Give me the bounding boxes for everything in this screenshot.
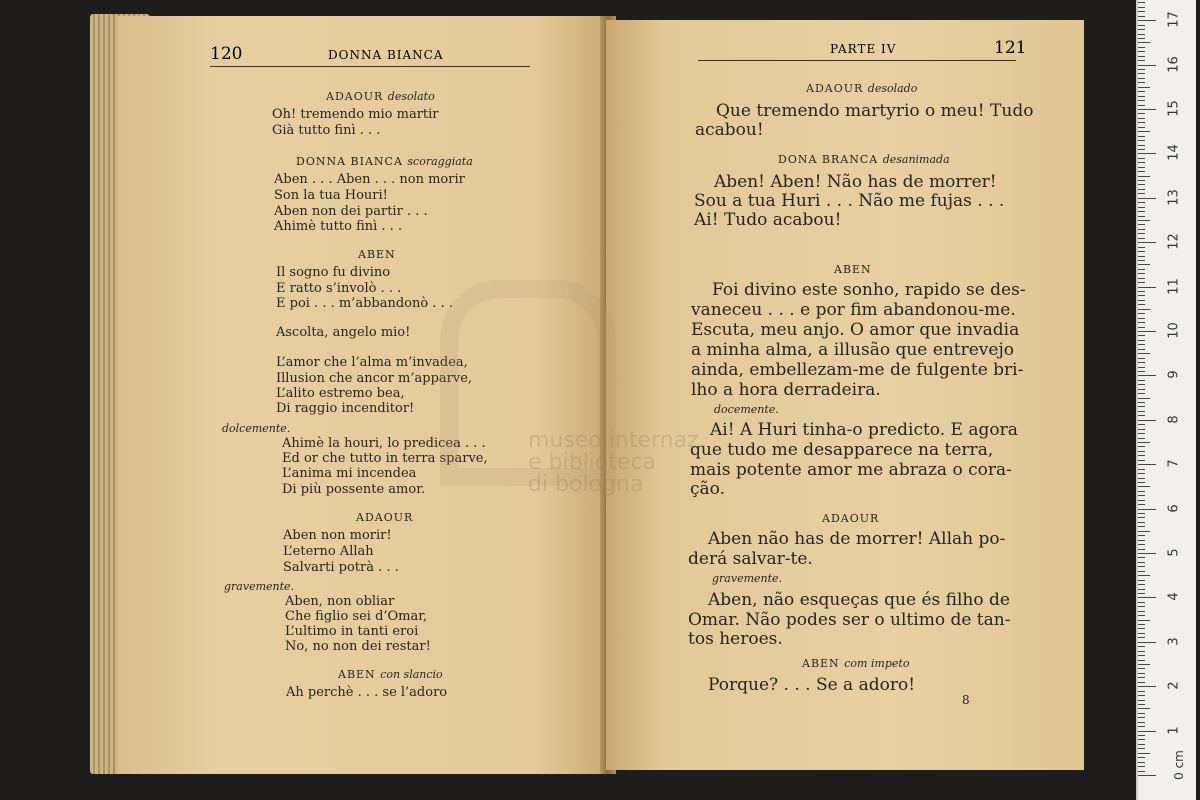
verse-line: L’alito estremo bea,: [276, 386, 405, 401]
ruler-tick: [1138, 371, 1145, 372]
ruler-tick: [1138, 744, 1145, 745]
verse-line: Oh! tremendo mio martir: [272, 107, 439, 122]
verse-line: L’amor che l’alma m’invadea,: [276, 355, 468, 370]
speaker-label: ADAOUR: [356, 511, 414, 524]
left-running-head: DONNA BIANCA: [328, 48, 444, 62]
verse-line: Illusion che ancor m’apparve,: [276, 371, 473, 386]
ruler-tick: [1138, 748, 1145, 749]
ruler-tick: [1138, 708, 1150, 709]
ruler-tick: [1138, 584, 1145, 585]
ruler-tick: [1138, 624, 1145, 625]
ruler-tick: [1138, 145, 1145, 146]
ruler-tick: [1138, 34, 1145, 35]
speaker-label: ABEN com impeto: [802, 657, 910, 670]
stage-direction: docemente.: [714, 403, 779, 416]
stage-direction: gravemente.: [224, 580, 295, 593]
verse-line: Di raggio incenditor!: [276, 401, 415, 416]
ruler-tick: [1138, 242, 1156, 243]
prose-line: mais potente amor me abraza o cora-: [690, 460, 1012, 480]
ruler-tick: [1138, 38, 1145, 39]
ruler-tick: [1138, 424, 1145, 425]
ruler-tick: [1138, 615, 1145, 616]
ruler-tick: [1138, 282, 1145, 283]
ruler-tick: [1138, 11, 1145, 12]
verse-line: Il sogno fu divino: [276, 265, 391, 280]
speaker-label: ADAOUR desolato: [326, 90, 435, 103]
ruler-tick: [1138, 69, 1145, 70]
ruler-tick: [1138, 531, 1150, 532]
ruler-tick: [1138, 446, 1145, 447]
ruler-tick: [1138, 358, 1145, 359]
ruler-tick: [1138, 398, 1150, 399]
prose-line: a minha alma, a illusão que entrevejo: [691, 340, 1014, 360]
left-page-number: 120: [210, 44, 243, 64]
watermark-text: museo internaz. e biblioteca di bologna: [528, 428, 706, 497]
ruler-tick: [1138, 118, 1145, 119]
ruler-number: 9: [1166, 370, 1182, 380]
speaker-label: DONA BRANCA desanimada: [778, 153, 950, 166]
verse-line: Ahimè la houri, lo predicea . . .: [282, 436, 486, 451]
ruler-tick: [1138, 580, 1145, 581]
ruler-tick: [1138, 620, 1150, 621]
signature-mark: 8: [962, 693, 970, 707]
verse-line: Ahimè tutto finì . . .: [274, 219, 403, 234]
ruler-tick: [1138, 229, 1145, 230]
ruler-tick: [1138, 238, 1145, 239]
prose-line: derá salvar-te.: [688, 549, 813, 569]
speaker-label: ADAOUR: [822, 512, 880, 525]
ruler-tick: [1138, 526, 1145, 527]
ruler-tick: [1138, 211, 1145, 212]
speaker-label: ABEN: [834, 263, 872, 276]
ruler-number: 7: [1166, 459, 1182, 468]
ruler-number: 12: [1166, 233, 1182, 250]
ruler-tick: [1138, 149, 1145, 150]
ruler-tick: [1138, 313, 1145, 314]
ruler-tick: [1138, 127, 1145, 128]
verse-line: No, no non dei restar!: [285, 639, 431, 654]
ruler-tick: [1138, 224, 1145, 225]
verse-line: Aben, non obliar: [285, 594, 395, 609]
ruler-tick: [1138, 380, 1145, 381]
ruler-tick: [1138, 682, 1145, 683]
ruler-tick: [1138, 73, 1145, 74]
ruler-tick: [1138, 375, 1156, 376]
verse-line: E poi . . . m’abbandonò . . .: [276, 296, 453, 311]
ruler-number: 16: [1166, 55, 1182, 73]
ruler-tick: [1138, 29, 1145, 30]
speaker-label: ABEN con slancio: [338, 668, 443, 681]
ruler-tick: [1138, 460, 1145, 461]
ruler-tick: [1138, 589, 1145, 590]
ruler-tick: [1138, 433, 1145, 434]
ruler-tick: [1138, 25, 1145, 26]
ruler-tick: [1138, 384, 1145, 385]
ruler-tick: [1138, 642, 1156, 643]
ruler-tick: [1138, 47, 1145, 48]
ruler-tick: [1138, 451, 1145, 452]
ruler-tick: [1138, 464, 1156, 465]
ruler-tick: [1138, 158, 1145, 159]
right-running-head: PARTE IV: [830, 42, 897, 56]
ruler-tick: [1138, 131, 1150, 132]
ruler-tick: [1138, 220, 1150, 221]
ruler-number: 15: [1166, 100, 1182, 117]
ruler-tick: [1138, 109, 1156, 110]
ruler-tick: [1138, 406, 1145, 407]
ruler-tick: [1138, 105, 1145, 106]
verse-line: L’ultimo in tanti eroi: [285, 624, 419, 639]
prose-line: Aben, não esqueças que és filho de: [708, 590, 1010, 610]
ruler-tick: [1138, 473, 1145, 474]
ruler-tick: [1138, 668, 1145, 669]
verse-line: Ascolta, angelo mio!: [276, 325, 411, 340]
ruler-tick: [1138, 349, 1145, 350]
verse-line: Ah perchè . . . se l’adoro: [286, 685, 448, 700]
ruler-tick: [1138, 202, 1145, 203]
ruler-tick: [1138, 651, 1145, 652]
ruler-tick: [1138, 482, 1145, 483]
ruler-tick: [1138, 771, 1145, 772]
ruler-tick: [1138, 367, 1145, 368]
prose-line: lho a hora derradeira.: [691, 380, 881, 400]
ruler-tick: [1138, 517, 1145, 518]
ruler-tick: [1138, 739, 1145, 740]
verse-line: Ed or che tutto in terra sparve,: [282, 451, 488, 466]
ruler-tick: [1138, 344, 1145, 345]
ruler-tick: [1138, 775, 1156, 776]
ruler-tick: [1138, 486, 1150, 487]
ruler-tick: [1138, 184, 1145, 185]
ruler-tick: [1138, 335, 1145, 336]
ruler-tick: [1138, 91, 1145, 92]
ruler-tick: [1138, 189, 1145, 190]
ruler-tick: [1138, 122, 1145, 123]
ruler-tick: [1138, 216, 1145, 217]
ruler-tick: [1138, 522, 1145, 523]
ruler-tick: [1138, 291, 1145, 292]
ruler-tick: [1138, 686, 1156, 687]
ruler-tick: [1138, 633, 1145, 634]
verse-line: Salvarti potrà . . .: [283, 560, 399, 575]
ruler-tick: [1138, 153, 1156, 154]
ruler-tick: [1138, 597, 1156, 598]
prose-line: Porque? . . . Se a adoro!: [708, 675, 916, 695]
prose-line: ainda, embellezam-me de fulgente bri-: [691, 360, 1024, 380]
ruler-tick: [1138, 717, 1145, 718]
stage-direction: gravemente.: [712, 572, 783, 585]
ruler-tick: [1138, 420, 1156, 421]
ruler-number: 5: [1166, 548, 1182, 557]
ruler-tick: [1138, 340, 1145, 341]
ruler-tick: [1138, 660, 1145, 661]
ruler-tick: [1138, 469, 1145, 470]
ruler-tick: [1138, 611, 1145, 612]
ruler-tick: [1138, 140, 1145, 141]
ruler-tick: [1138, 513, 1145, 514]
ruler-tick: [1138, 704, 1145, 705]
left-header-rule: [210, 66, 530, 67]
ruler-tick: [1138, 136, 1145, 137]
prose-line: Foi divino este sonho, rapido se des-: [712, 280, 1026, 300]
ruler-tick: [1138, 495, 1145, 496]
ruler-tick: [1138, 304, 1145, 305]
ruler-number: 17: [1166, 11, 1182, 28]
ruler-tick: [1138, 731, 1156, 732]
ruler-tick: [1138, 677, 1145, 678]
ruler-tick: [1138, 78, 1145, 79]
ruler-tick: [1138, 389, 1145, 390]
stage-direction: dolcemente.: [222, 422, 291, 435]
ruler-tick: [1138, 646, 1145, 647]
ruler-tick: [1138, 509, 1156, 510]
prose-line: ção.: [690, 479, 725, 499]
speaker-label: ADAOUR desolado: [806, 82, 918, 95]
ruler-tick: [1138, 553, 1156, 554]
ruler-tick: [1138, 82, 1145, 83]
ruler-tick: [1138, 726, 1145, 727]
ruler-tick: [1138, 429, 1145, 430]
verse-line: Di più possente amor.: [282, 482, 426, 497]
ruler-tick: [1138, 322, 1145, 323]
ruler-tick: [1138, 318, 1145, 319]
ruler-tick: [1138, 402, 1145, 403]
ruler-tick: [1138, 247, 1145, 248]
ruler-tick: [1138, 176, 1150, 177]
ruler-tick: [1138, 500, 1145, 501]
ruler-tick: [1138, 491, 1145, 492]
verse-line: Aben . . . Aben . . . non morir: [274, 172, 465, 187]
ruler-tick: [1138, 42, 1150, 43]
prose-line: Aben não has de morrer! Allah po-: [708, 529, 1006, 549]
ruler-tick: [1138, 287, 1156, 288]
ruler-tick: [1138, 7, 1145, 8]
ruler-tick: [1138, 327, 1145, 328]
ruler-tick: [1138, 637, 1145, 638]
ruler-tick: [1138, 593, 1145, 594]
ruler-tick: [1138, 264, 1150, 265]
ruler-tick: [1138, 566, 1145, 567]
ruler-number: 14: [1166, 144, 1182, 162]
verse-line: Aben non dei partir . . .: [274, 204, 428, 219]
ruler-number: 4: [1166, 592, 1182, 602]
ruler-tick: [1138, 16, 1145, 17]
ruler-tick: [1138, 766, 1145, 767]
ruler-tick: [1138, 300, 1145, 301]
ruler-tick: [1138, 549, 1145, 550]
ruler-tick: [1138, 757, 1145, 758]
prose-line: Ai! A Huri tinha-o predicto. E agora: [710, 420, 1018, 440]
ruler-tick: [1138, 65, 1156, 66]
ruler-tick: [1138, 251, 1145, 252]
ruler-number: 1: [1166, 725, 1182, 735]
ruler-tick: [1138, 571, 1145, 572]
ruler-number: 13: [1166, 189, 1182, 206]
ruler-tick: [1138, 478, 1145, 479]
speaker-label: DONNA BIANCA scoraggiata: [296, 155, 473, 168]
verse-line: L’anima mi incendea: [282, 466, 417, 481]
ruler-number: 6: [1166, 503, 1182, 513]
ruler-tick: [1138, 575, 1150, 576]
ruler-tick: [1138, 415, 1145, 416]
ruler-tick: [1138, 455, 1145, 456]
ruler-tick: [1138, 233, 1145, 234]
right-header-rule: [698, 60, 1016, 61]
ruler-unit-label: 0 cm: [1171, 750, 1186, 780]
ruler-tick: [1138, 753, 1150, 754]
prose-line: acabou!: [695, 120, 764, 140]
prose-line: Escuta, meu anjo. O amor que invadia: [691, 320, 1020, 340]
verse-line: Son la tua Houri!: [274, 188, 388, 203]
ruler-tick: [1138, 544, 1145, 545]
ruler-tick: [1138, 442, 1150, 443]
ruler-tick: [1138, 162, 1145, 163]
right-page-number: 121: [994, 38, 1027, 58]
ruler-tick: [1138, 557, 1145, 558]
ruler-tick: [1138, 51, 1145, 52]
speaker-label: ABEN: [358, 248, 396, 261]
ruler-tick: [1138, 628, 1145, 629]
ruler-tick: [1138, 393, 1145, 394]
verse-line: Aben non morir!: [283, 528, 392, 543]
ruler-tick: [1138, 56, 1145, 57]
ruler-tick: [1138, 100, 1145, 101]
prose-line: Sou a tua Huri . . . Não me fujas . . .: [694, 191, 1005, 211]
ruler-tick: [1138, 735, 1145, 736]
ruler-tick: [1138, 167, 1145, 168]
ruler-number: 10: [1166, 322, 1182, 339]
ruler-tick: [1138, 2, 1145, 3]
prose-line: tos heroes.: [688, 629, 783, 649]
prose-line: vaneceu . . . e por fim abandonou-me.: [691, 300, 1016, 320]
ruler-tick: [1138, 353, 1150, 354]
measurement-ruler: [1136, 0, 1196, 800]
ruler-tick: [1138, 331, 1156, 332]
ruler-tick: [1138, 713, 1145, 714]
ruler-tick: [1138, 260, 1145, 261]
ruler-tick: [1138, 193, 1145, 194]
ruler-number: 11: [1166, 277, 1182, 295]
prose-line: Aben! Aben! Não has de morrer!: [714, 172, 997, 192]
ruler-tick: [1138, 269, 1145, 270]
ruler-tick: [1138, 664, 1150, 665]
ruler-tick: [1138, 256, 1145, 257]
verse-line: Già tutto finì . . .: [272, 123, 381, 138]
ruler-tick: [1138, 602, 1145, 603]
ruler-tick: [1138, 309, 1150, 310]
ruler-tick: [1138, 20, 1156, 21]
ruler-tick: [1138, 691, 1145, 692]
ruler-tick: [1138, 606, 1145, 607]
ruler-tick: [1138, 540, 1145, 541]
ruler-tick: [1138, 535, 1145, 536]
ruler-tick: [1138, 722, 1145, 723]
verse-line: Che figlio sei d’Omar,: [285, 609, 428, 624]
ruler-tick: [1138, 198, 1156, 199]
ruler-tick: [1138, 504, 1145, 505]
ruler-tick: [1138, 295, 1145, 296]
ruler-tick: [1138, 60, 1145, 61]
ruler-number: 3: [1166, 637, 1182, 646]
ruler-tick: [1138, 438, 1145, 439]
ruler-tick: [1138, 411, 1145, 412]
prose-line: Omar. Não podes ser o ultimo de tan-: [688, 610, 1011, 630]
ruler-tick: [1138, 762, 1145, 763]
ruler-number: 8: [1166, 415, 1182, 424]
ruler-tick: [1138, 673, 1145, 674]
ruler-tick: [1138, 562, 1145, 563]
verse-line: L’eterno Allah: [283, 544, 374, 559]
ruler-tick: [1138, 171, 1145, 172]
ruler-tick: [1138, 655, 1145, 656]
ruler-tick: [1138, 207, 1145, 208]
prose-line: Que tremendo martyrio o meu! Tudo: [716, 101, 1034, 121]
ruler-number: 2: [1166, 681, 1182, 690]
ruler-tick: [1138, 113, 1145, 114]
ruler-tick: [1138, 96, 1145, 97]
prose-line: que tudo me desapparece na terra,: [690, 440, 994, 460]
ruler-tick: [1138, 180, 1145, 181]
ruler-tick: [1138, 273, 1145, 274]
ruler-tick: [1138, 700, 1145, 701]
verse-line: E ratto s’involò . . .: [276, 281, 402, 296]
prose-line: Ai! Tudo acabou!: [694, 210, 842, 230]
ruler-tick: [1138, 278, 1145, 279]
ruler-tick: [1138, 87, 1150, 88]
ruler-tick: [1138, 695, 1145, 696]
ruler-tick: [1138, 362, 1145, 363]
